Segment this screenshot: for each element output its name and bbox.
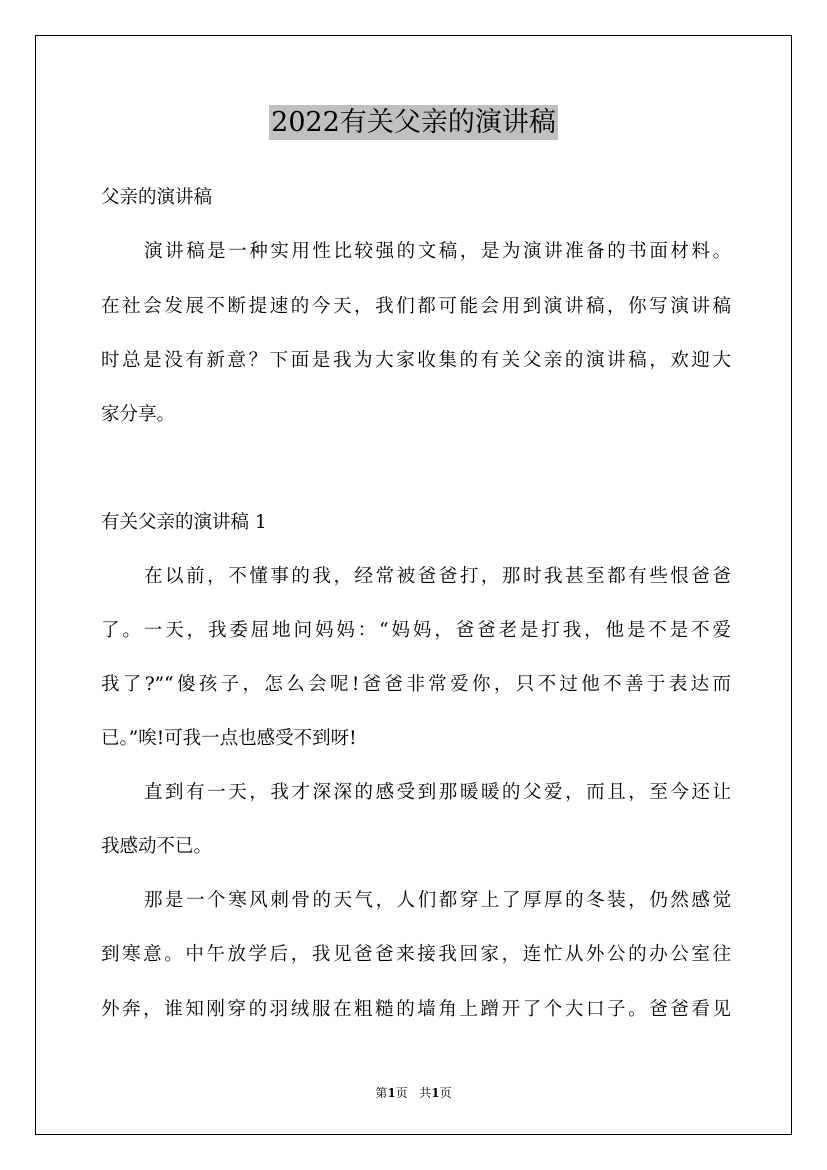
para2-line-2: 我感动不已。 [101, 836, 213, 857]
heading-speech-1: 有关父亲的演讲稿 1 [101, 512, 267, 533]
intro-line-3: 时总是没有新意？下面是我为大家收集的有关父亲的演讲稿，欢迎大 [101, 350, 731, 371]
para3-line-2: 到寒意。中午放学后，我见爸爸来接我回家，连忙从外公的办公室往 [101, 944, 731, 965]
intro-line-4: 家分享。 [101, 404, 176, 425]
para1-line-3: 我了?”“傻孩子，怎么会呢!爸爸非常爱你，只不过他不善于表达而 [101, 674, 731, 695]
page-footer: 第1页 共1页 [375, 1086, 452, 1100]
para3-line-3: 外奔，谁知刚穿的羽绒服在粗糙的墙角上蹭开了个大口子。爸爸看见 [101, 999, 731, 1020]
document-title: 2022有关父亲的演讲稿 [271, 107, 556, 138]
para2-line-1: 直到有一天，我才深深的感受到那暖暖的父爱，而且，至今还让 [144, 782, 731, 803]
para1-line-1: 在以前，不懂事的我，经常被爸爸打，那时我甚至都有些恨爸爸 [144, 566, 731, 587]
para3-line-1: 那是一个寒风刺骨的天气，人们都穿上了厚厚的冬装，仍然感觉 [144, 890, 731, 911]
para1-line-4: 已。”唉!可我一点也感受不到呀! [101, 728, 357, 749]
para1-line-2: 了。一天，我委屈地问妈妈：“妈妈，爸爸老是打我，他是不是不爱 [101, 620, 731, 641]
heading-fathers-speech: 父亲的演讲稿 [101, 187, 213, 208]
intro-line-2: 在社会发展不断提速的今天，我们都可能会用到演讲稿，你写演讲稿 [101, 296, 731, 317]
intro-line-1: 演讲稿是一种实用性比较强的文稿，是为演讲准备的书面材料。 [144, 241, 731, 262]
